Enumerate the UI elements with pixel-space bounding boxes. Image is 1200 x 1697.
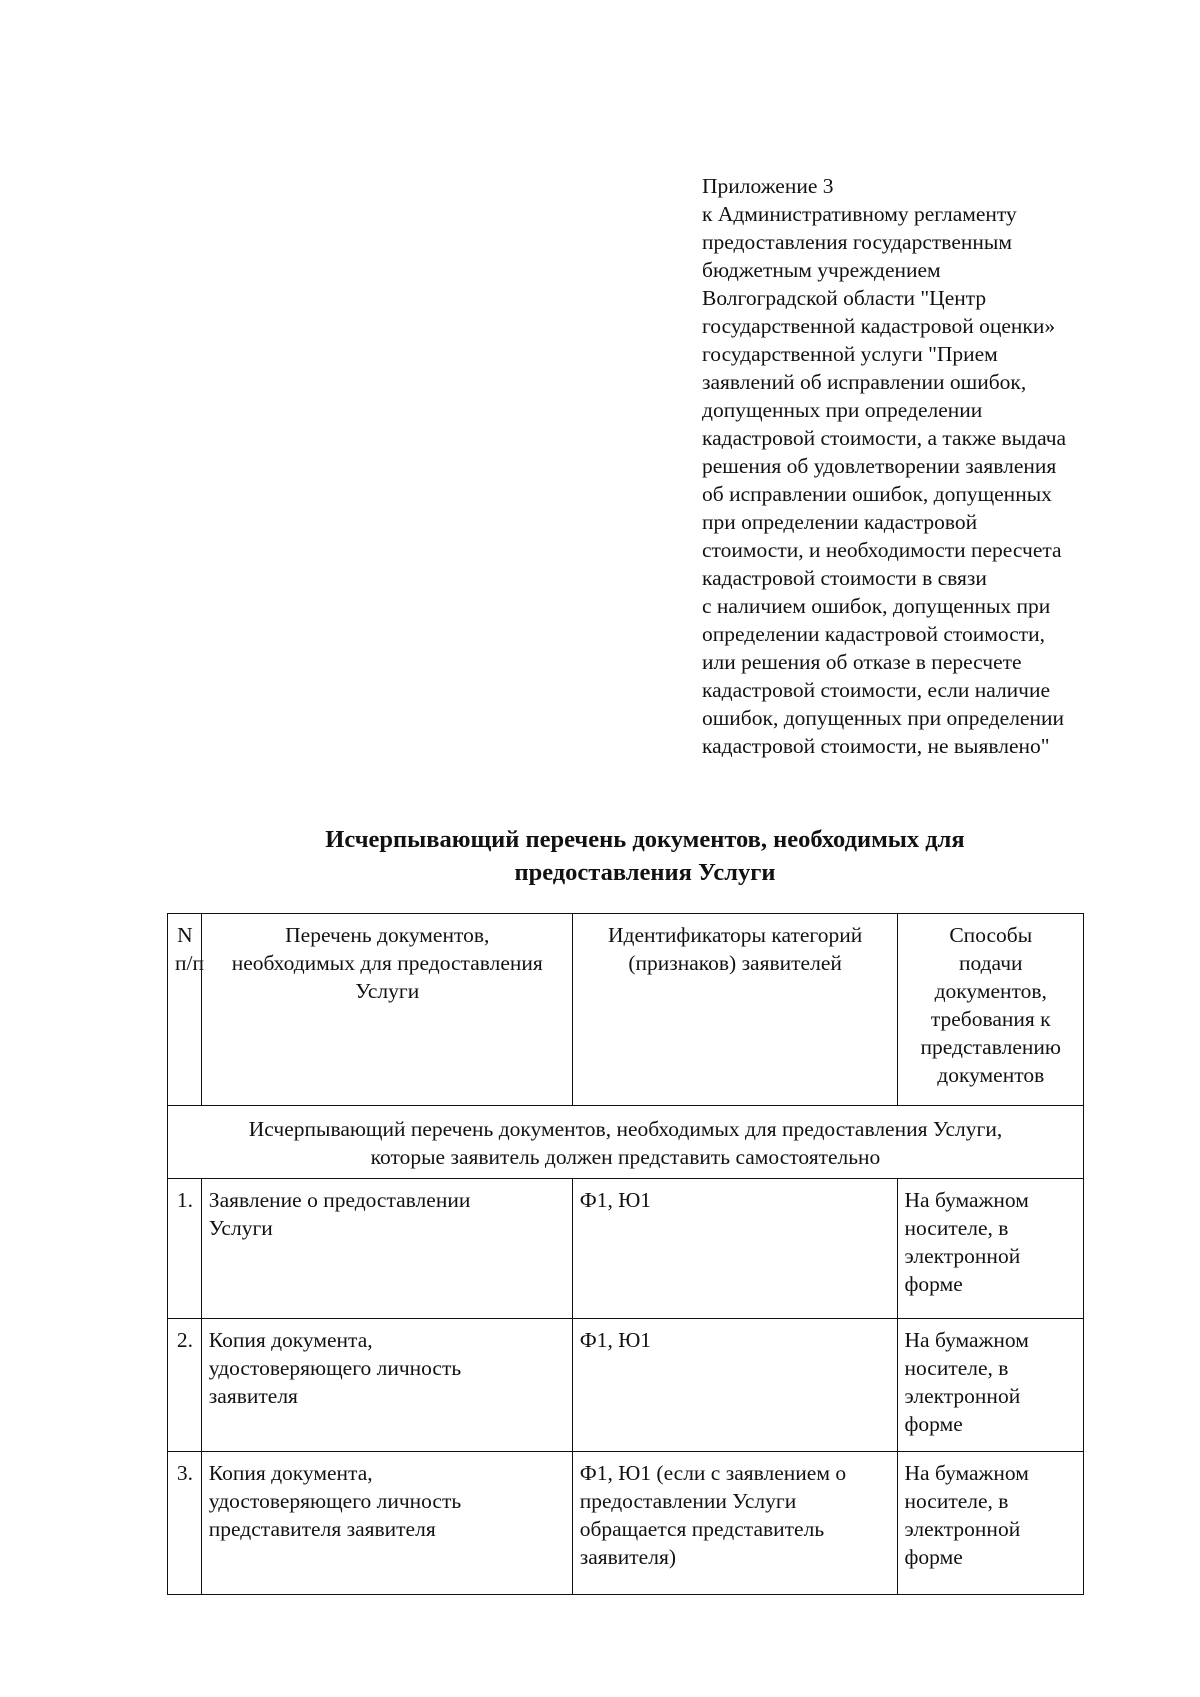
row-document: Копия документа, удостоверяющего личность заявителя [201,1319,572,1452]
appendix-line: государственной услуги "Прием [702,342,998,366]
title-line-1: Исчерпывающий перечень документов, необходимых для [325,826,965,853]
title-line-2: предоставления Услуги [514,859,776,886]
header-submission-methods: Способы подачи документов, требования к представлению документов [897,914,1084,1106]
row-submission-method: На бумажном носителе, в электронной форме [897,1179,1084,1319]
row-identifiers: Ф1, Ю1 [572,1319,897,1452]
row-document: Копия документа, удостоверяющего личность представителя заявителя [201,1452,572,1595]
section-row [168,1106,1084,1179]
appendix-header [702,172,1172,760]
appendix-line: об исправлении ошибок, допущенных [702,482,1052,506]
row-number: 1. [168,1179,202,1319]
appendix-line: решения об удовлетворении заявления [702,454,1057,478]
section-heading: Исчерпывающий перечень документов, необходимых для предоставления Услуги, которые заявитель должен представить самостоятельно [168,1106,1084,1179]
appendix-line: стоимости, и необходимости пересчета [702,538,1062,562]
row-number: 2. [168,1319,202,1452]
appendix-line: или решения об отказе в пересчете [702,650,1022,674]
appendix-line: к Административному регламенту [702,202,1017,226]
table-header-row [168,914,1084,1106]
row-identifiers: Ф1, Ю1 [572,1179,897,1319]
appendix-line: с наличием ошибок, допущенных при [702,594,1051,618]
appendix-line: Приложение 3 [702,174,834,198]
appendix-line: предоставления государственным [702,230,1012,254]
appendix-line: ошибок, допущенных при определении [702,706,1064,730]
appendix-line: кадастровой стоимости, а также выдача [702,426,1067,450]
row-identifiers: Ф1, Ю1 (если с заявлением о предоставлении Услуги обращается представитель заявителя) [572,1452,897,1595]
appendix-line: бюджетным учреждением [702,258,941,282]
row-submission-method: На бумажном носителе, в электронной форме [897,1452,1084,1595]
header-identifiers: Идентификаторы категорий (признаков) заявителей [572,914,897,1106]
row-document: Заявление о предоставлении Услуги [201,1179,572,1319]
table-row [168,1319,1084,1452]
document-title [160,823,1130,889]
appendix-line: Волгоградской области "Центр [702,286,987,310]
row-submission-method: На бумажном носителе, в электронной форме [897,1319,1084,1452]
appendix-line: кадастровой стоимости, если наличие [702,678,1051,702]
table-row [168,1452,1084,1595]
appendix-line: при определении кадастровой [702,510,978,534]
row-number: 3. [168,1452,202,1595]
appendix-line: государственной кадастровой оценки» [702,314,1056,338]
appendix-line: определении кадастровой стоимости, [702,622,1046,646]
appendix-line: кадастровой стоимости в связи [702,566,987,590]
table-row [168,1179,1084,1319]
header-number: N п/п [168,914,202,1106]
appendix-line: допущенных при определении [702,398,983,422]
appendix-line: кадастровой стоимости, не выявлено" [702,734,1050,758]
documents-table [167,913,1084,1595]
appendix-line: заявлений об исправлении ошибок, [702,370,1027,394]
header-documents: Перечень документов, необходимых для предоставления Услуги [201,914,572,1106]
